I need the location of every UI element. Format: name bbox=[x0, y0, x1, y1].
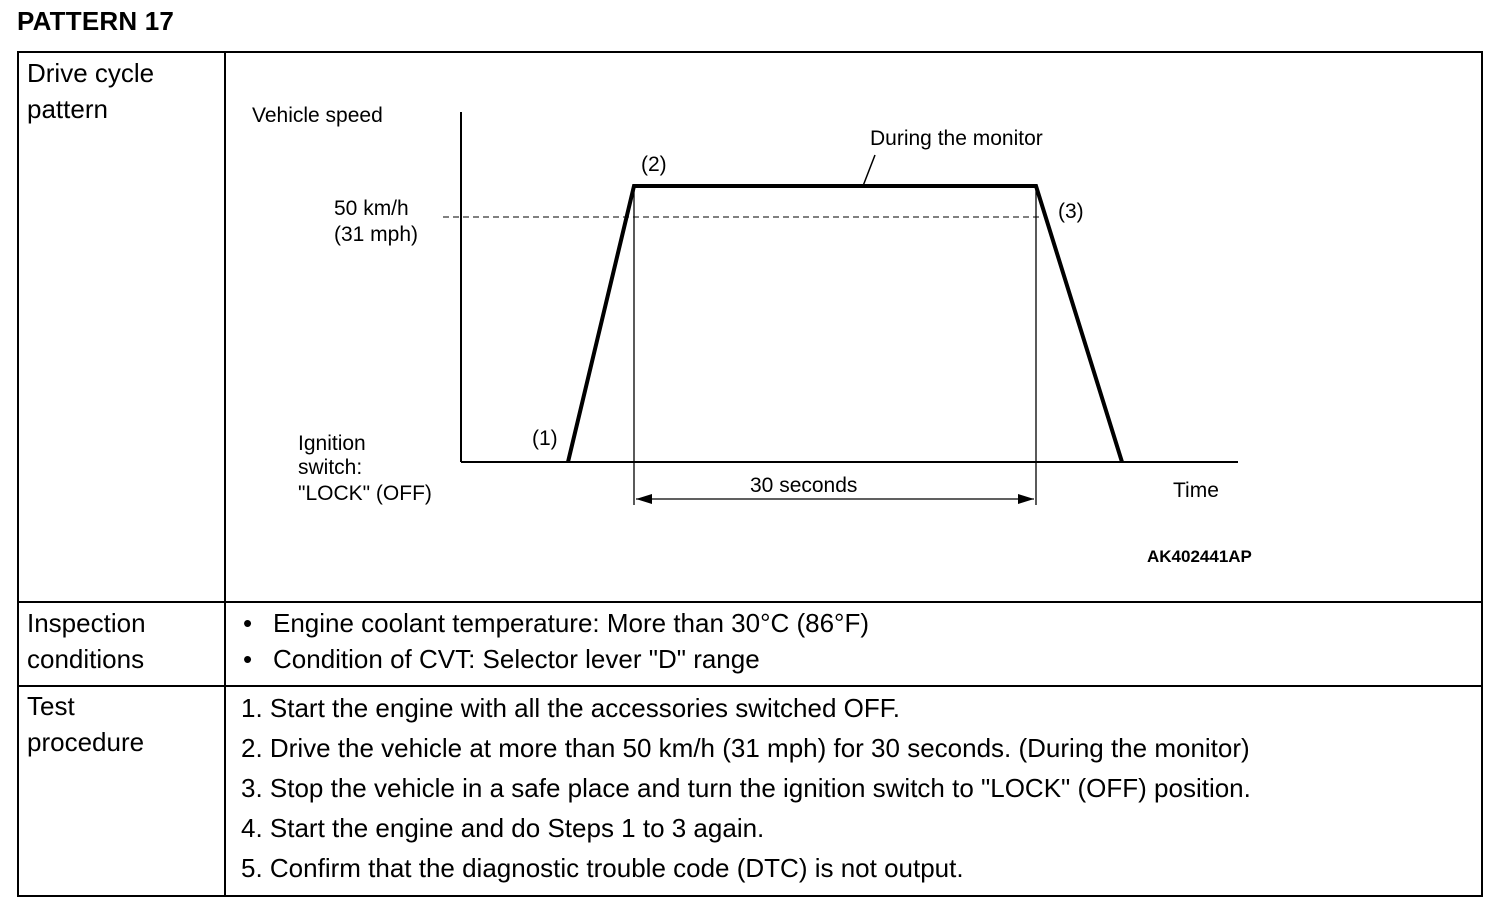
point-label-1: (1) bbox=[532, 427, 558, 450]
label-line: pattern bbox=[27, 94, 108, 124]
point-label-2: (2) bbox=[641, 153, 667, 176]
duration-label: 30 seconds bbox=[750, 474, 858, 497]
speed-trace bbox=[568, 186, 1122, 462]
label-line: Drive cycle bbox=[27, 58, 155, 88]
ignition-label: switch: bbox=[298, 456, 363, 479]
speed-label: 50 km/h bbox=[334, 197, 409, 220]
ignition-label: "LOCK" (OFF) bbox=[298, 482, 432, 505]
label-line: conditions bbox=[27, 644, 145, 674]
monitor-label: During the monitor bbox=[870, 127, 1043, 150]
point-label-3: (3) bbox=[1058, 200, 1084, 223]
procedure-step: 5. Confirm that the diagnostic trouble code (DTC) is not output. bbox=[241, 853, 964, 883]
y-axis-label: Vehicle speed bbox=[252, 104, 383, 127]
arrowhead-right bbox=[1018, 494, 1034, 504]
procedure-step: 4. Start the engine and do Steps 1 to 3 again. bbox=[241, 813, 765, 843]
figure-code: AK402441AP bbox=[1147, 547, 1252, 566]
monitor-leader-line bbox=[863, 155, 875, 186]
label-line: procedure bbox=[27, 727, 145, 757]
ignition-label: Ignition bbox=[298, 432, 366, 455]
procedure-step: 2. Drive the vehicle at more than 50 km/h (31 mph) for 30 seconds. (During the monitor) bbox=[241, 733, 1250, 763]
procedure-step: 1. Start the engine with all the accessories switched OFF. bbox=[241, 693, 900, 723]
label-line: Test bbox=[27, 691, 75, 721]
condition-item: • Engine coolant temperature: More than 30°C (86°F) bbox=[241, 605, 869, 641]
procedure-step: 3. Stop the vehicle in a safe place and turn the ignition switch to "LOCK" (OFF) position. bbox=[241, 773, 1251, 803]
x-axis-label: Time bbox=[1173, 479, 1219, 502]
label-line: Inspection bbox=[27, 608, 146, 638]
arrowhead-left bbox=[636, 494, 652, 504]
speed-label: (31 mph) bbox=[334, 223, 419, 246]
condition-item: • Condition of CVT: Selector lever "D" range bbox=[241, 641, 869, 677]
page-title: PATTERN 17 bbox=[17, 6, 175, 36]
